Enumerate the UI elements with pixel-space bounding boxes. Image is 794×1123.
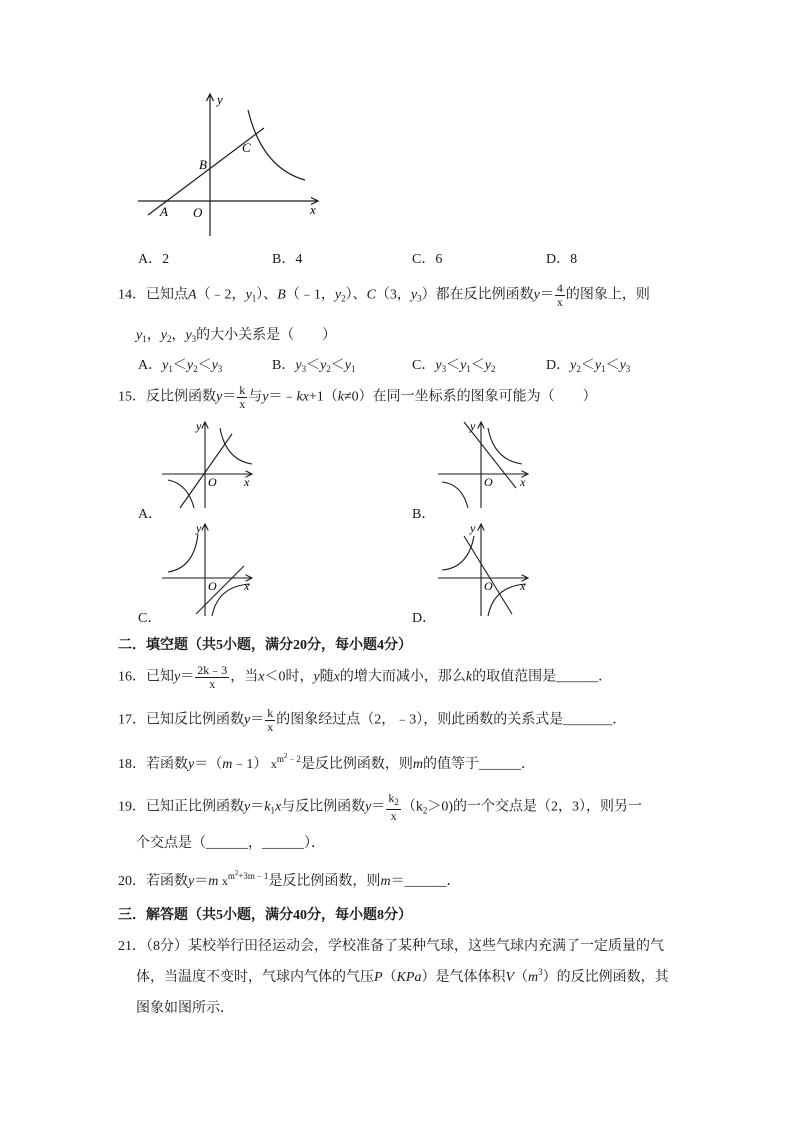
q16-fraction: $\frac{2k﹣3}{x}$ [197,663,228,691]
q15-stem: 15．反比例函数y＝ $\frac{k}{x}$ 与y＝﹣kx+1（k≠0）在同一坐标系的图象可能为（ ） [118,383,597,411]
q13-option-a: A．2 [138,252,170,267]
origin-label: O [193,205,203,220]
x-label: x [244,475,250,489]
x-label: x [520,579,526,593]
q15-option-b: B． [412,507,436,522]
q15-graph-a [160,418,260,510]
section-2-heading: 二．填空题（共5小题，满分20分，每小题4分） [118,638,412,653]
origin-label: O [208,475,217,489]
y-label: y [470,419,476,433]
q15-fraction: $\frac{k}{x}$ [239,383,246,411]
hyperbola-branch-2 [168,534,198,572]
x-label: x [520,475,526,489]
q15-option-a: A． [138,507,163,522]
q15-graph-c [160,520,260,618]
linear-line [180,434,232,508]
q15-graph-d [436,520,536,618]
linear-line [196,566,244,614]
q13-option-d: D．8 [546,252,578,267]
q15-graph-b [436,418,536,510]
y-label: y [196,419,202,433]
q13-option-b: B．4 [272,252,303,267]
q14-option-a: A．$y_1<y_2<y_3$ [138,358,223,374]
origin-label: O [208,579,217,593]
x-label: x [244,579,250,593]
point-a-label: A [160,204,168,219]
hyperbola-branch-1 [220,428,252,464]
q19-line2: 个交点是（______，______）． [136,836,325,851]
point-c-label: C [242,140,251,155]
q17-fraction: $\frac{k}{x}$ [267,706,274,734]
point-b-label: B [199,157,207,172]
hyperbola-branch-2 [442,536,474,570]
hyperbola-branch-3 [442,482,468,508]
q14-option-c: C．$y_3<y_1<y_2$ [412,358,496,374]
y-label: y [196,521,202,535]
q19-fraction: $\frac{k_2}{x}$ [388,791,399,823]
section-3-heading: 三．解答题（共5小题，满分40分，每小题8分） [118,908,412,923]
origin-label: O [484,579,493,593]
q20: 20．若函数y＝m $x^{m^2+3m﹣1}$是反比例函数，则m＝______． [118,869,461,889]
y-label: y [470,521,476,535]
q21-line1: 21．（8分）某校举行田径运动会，学校准备了某种气球，这些气球内充满了一定质量的气 [118,939,664,954]
q15-option-c: C． [138,611,162,626]
q16: 16．已知y＝ $\frac{2k﹣3}{x}$ ，当x＜0时，y随x的增大而减小，那么k的取值范围是______． [118,663,613,691]
y-label: y [217,92,223,107]
q14-option-d: D．$y_2<y_1<y_3$ [546,358,631,374]
q13-graph [130,88,330,243]
origin-label: O [484,475,493,489]
q21-line2: 体，当温度不变时，气球内气体的气压P（KPa）是气体体积$V(m^3)$的反比例函数，其 [136,967,669,985]
q15-option-d: D． [412,611,437,626]
q18: 18．若函数y＝（m﹣1） $x^{m^2﹣2}$是反比例函数，则m的值等于______． [118,752,535,772]
x-label: x [310,202,316,217]
q14-stem-line2: $y_1$，$y_2$，$y_3$的大小关系是（ ） [136,328,337,344]
q21-line3: 图象如图所示． [136,1001,234,1016]
q14-stem-line1: 14．已知点A（﹣2，$y_1$）、B（﹣1，$y_2$）、C（3，$y_3$）都在反比例函数y＝ $\frac{4}{x}$ 的图象上，则 [118,281,650,309]
q19-line1: 19．已知正比例函数$y=k_1x$与反比例函数y＝ $\frac{k_2}{x}$ $(k_2>0)$的一个交点是（2，3），则另一 [118,791,643,823]
q14-option-b: B．$y_3<y_2<y_1$ [272,358,356,374]
q14-fraction: $\frac{4}{x}$ [556,281,563,309]
q17: 17．已知反比例函数y＝ $\frac{k}{x}$ 的图象经过点（2，﹣3），则此函数的关系式是_______． [118,706,627,734]
q13-option-c: C．6 [412,252,443,267]
hyperbola-branch [248,110,305,180]
